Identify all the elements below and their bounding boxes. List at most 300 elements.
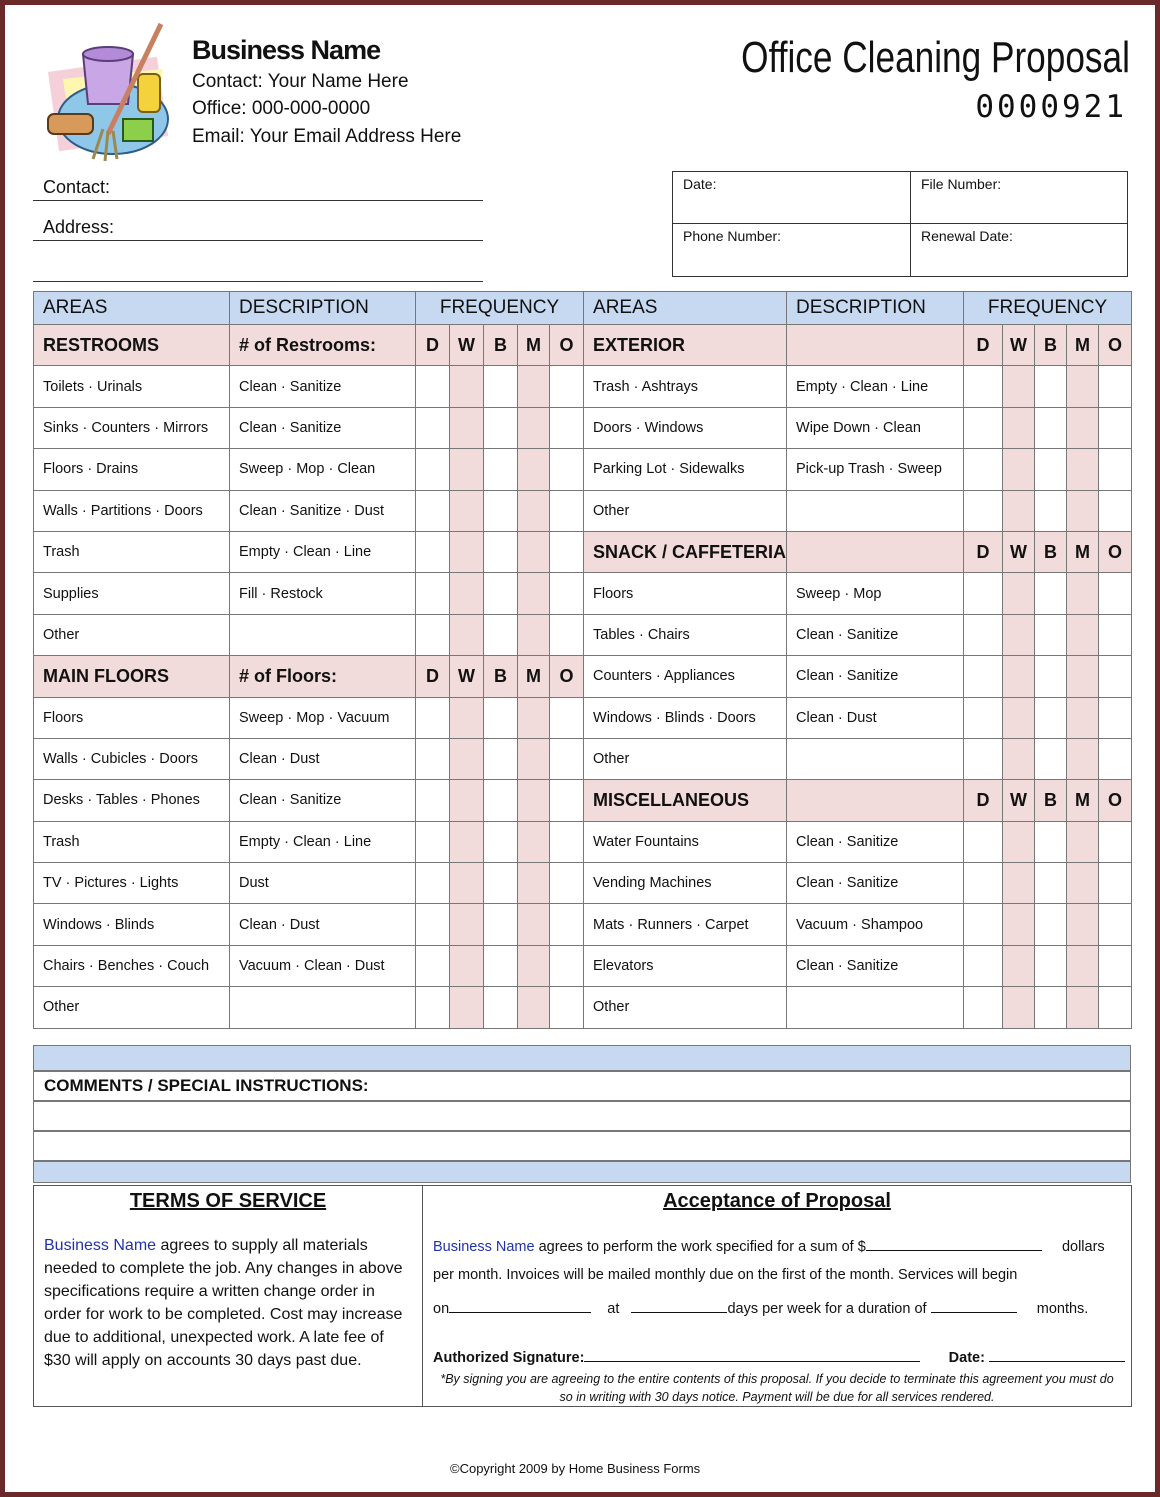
frequency-checkbox-w[interactable] — [1003, 821, 1035, 862]
frequency-checkbox-d[interactable] — [964, 366, 1003, 407]
frequency-checkbox-b[interactable] — [484, 531, 518, 572]
frequency-checkbox-w[interactable] — [450, 407, 484, 448]
acceptance-business-name: Business Name — [433, 1239, 535, 1255]
description-cell: Clean · Dust — [787, 697, 964, 738]
proposal-number: 0000921 — [975, 89, 1127, 125]
frequency-label-o: O — [1099, 531, 1132, 572]
frequency-checkbox-d[interactable] — [416, 490, 450, 531]
frequency-checkbox-o[interactable] — [1099, 904, 1132, 945]
frequency-label-w: W — [1003, 531, 1035, 572]
info-box — [672, 171, 1128, 277]
description-cell: Clean · Sanitize · Dust — [230, 490, 416, 531]
frequency-checkbox-d[interactable] — [416, 614, 450, 655]
area-cell: Other — [584, 490, 787, 531]
frequency-checkbox-b[interactable] — [484, 573, 518, 614]
description-cell: Vacuum · Clean · Dust — [230, 945, 416, 986]
area-cell: Other — [34, 987, 230, 1028]
frequency-checkbox-w[interactable] — [450, 821, 484, 862]
frequency-checkbox-m[interactable] — [1067, 573, 1099, 614]
frequency-checkbox-m[interactable] — [1067, 697, 1099, 738]
frequency-checkbox-o[interactable] — [550, 863, 584, 904]
description-cell: Clean · Sanitize — [787, 863, 964, 904]
table-row — [34, 656, 1132, 697]
frequency-checkbox-d[interactable] — [416, 821, 450, 862]
frequency-label-d: D — [964, 780, 1003, 821]
frequency-checkbox-w[interactable] — [450, 490, 484, 531]
description-cell: Dust — [230, 863, 416, 904]
signature-field[interactable] — [584, 1347, 920, 1362]
area-cell: Other — [34, 614, 230, 655]
description-cell — [787, 490, 964, 531]
areas-header: AREAS — [584, 292, 787, 325]
frequency-checkbox-o[interactable] — [550, 945, 584, 986]
fine-print: *By signing you are agreeing to the entire contents of this proposal. If you decide to terminate this agreement you must do so in writing with 30 days notice. Payment will be due for all services rendered. — [440, 1372, 1114, 1404]
section-title: EXTERIOR — [584, 325, 787, 366]
frequency-checkbox-w[interactable] — [1003, 904, 1035, 945]
description-cell: Clean · Sanitize — [787, 821, 964, 862]
divider-bar — [33, 1045, 1131, 1071]
area-cell: Elevators — [584, 945, 787, 986]
section-count-label: # of Floors: — [230, 656, 416, 697]
client-address-label: Address: — [43, 217, 115, 237]
frequency-checkbox-m[interactable] — [518, 573, 550, 614]
frequency-checkbox-w[interactable] — [1003, 449, 1035, 490]
frequency-checkbox-d[interactable] — [416, 697, 450, 738]
frequency-checkbox-d[interactable] — [964, 490, 1003, 531]
frequency-checkbox-d[interactable] — [964, 821, 1003, 862]
frequency-checkbox-d[interactable] — [416, 945, 450, 986]
frequency-checkbox-b[interactable] — [484, 697, 518, 738]
frequency-checkbox-m[interactable] — [1067, 904, 1099, 945]
document-title: Office Cleaning Proposal — [741, 33, 1130, 82]
frequency-label-b: B — [1035, 325, 1067, 366]
frequency-checkbox-o[interactable] — [1099, 863, 1132, 904]
comments-line-1[interactable] — [33, 1101, 1131, 1131]
frequency-checkbox-w[interactable] — [1003, 573, 1035, 614]
client-address-field-line2[interactable] — [33, 280, 483, 282]
frequency-checkbox-m[interactable] — [518, 407, 550, 448]
frequency-checkbox-o[interactable] — [1099, 656, 1132, 697]
description-cell: Vacuum · Shampoo — [787, 904, 964, 945]
description-cell: Pick-up Trash · Sweep — [787, 449, 964, 490]
frequency-checkbox-b[interactable] — [484, 987, 518, 1028]
frequency-checkbox-b[interactable] — [1035, 987, 1067, 1028]
frequency-checkbox-o[interactable] — [1099, 614, 1132, 655]
frequency-checkbox-o[interactable] — [1099, 945, 1132, 986]
area-cell: Vending Machines — [584, 863, 787, 904]
area-cell: Floors — [584, 573, 787, 614]
days-label: days per week for a duration of — [727, 1301, 927, 1317]
frequency-checkbox-o[interactable] — [1099, 490, 1132, 531]
description-cell: Sweep · Mop — [787, 573, 964, 614]
frequency-checkbox-b[interactable] — [1035, 407, 1067, 448]
frequency-label-d: D — [416, 325, 450, 366]
area-cell: Trash — [34, 821, 230, 862]
frequency-checkbox-w[interactable] — [450, 573, 484, 614]
months-label: months. — [1036, 1301, 1089, 1317]
terms-body: agrees to supply all materials needed to complete the job. Any changes in above specifications require a written change order in order for work to be completed. Cost may increase due to additional, unexpected work. A late fee of $30 will apply on accounts 30 days past due. — [44, 1237, 403, 1369]
frequency-label-o: O — [1099, 780, 1132, 821]
table-row — [34, 863, 1132, 904]
area-cell: TV · Pictures · Lights — [34, 863, 230, 904]
area-cell: Sinks · Counters · Mirrors — [34, 407, 230, 448]
description-cell: Clean · Sanitize — [230, 366, 416, 407]
frequency-checkbox-d[interactable] — [964, 945, 1003, 986]
section-title: MAIN FLOORS — [34, 656, 230, 697]
frequency-checkbox-m[interactable] — [1067, 821, 1099, 862]
description-cell — [787, 987, 964, 1028]
frequency-checkbox-m[interactable] — [1067, 738, 1099, 779]
area-cell: Counters · Appliances — [584, 656, 787, 697]
frequency-checkbox-m[interactable] — [518, 531, 550, 572]
area-cell: Windows · Blinds — [34, 904, 230, 945]
frequency-checkbox-w[interactable] — [450, 904, 484, 945]
frequency-checkbox-b[interactable] — [484, 945, 518, 986]
divider-bar — [33, 1161, 1131, 1183]
frequency-checkbox-d[interactable] — [964, 614, 1003, 655]
description-cell: Fill · Restock — [230, 573, 416, 614]
frequency-label-w: W — [1003, 780, 1035, 821]
frequency-checkbox-b[interactable] — [1035, 366, 1067, 407]
acceptance-line2: per month. Invoices will be mailed monthly due on the first of the month. Services will begin — [433, 1267, 1018, 1283]
business-email: Email: Your Email Address Here — [192, 126, 462, 147]
table-row — [34, 780, 1132, 821]
frequency-checkbox-w[interactable] — [450, 449, 484, 490]
frequency-checkbox-m[interactable] — [518, 780, 550, 821]
area-cell: Trash — [34, 531, 230, 572]
phone-number-field[interactable]: Phone Number: — [673, 224, 911, 276]
description-cell: Clean · Sanitize — [230, 407, 416, 448]
frequency-label-b: B — [1035, 780, 1067, 821]
frequency-checkbox-o[interactable] — [550, 614, 584, 655]
area-cell: Floors · Drains — [34, 449, 230, 490]
section-count-label — [787, 325, 964, 366]
description-cell — [787, 738, 964, 779]
frequency-checkbox-o[interactable] — [1099, 821, 1132, 862]
frequency-checkbox-d[interactable] — [964, 863, 1003, 904]
description-cell: Clean · Sanitize — [787, 945, 964, 986]
frequency-checkbox-o[interactable] — [1099, 697, 1132, 738]
frequency-checkbox-m[interactable] — [1067, 366, 1099, 407]
frequency-checkbox-b[interactable] — [1035, 449, 1067, 490]
description-cell: Clean · Sanitize — [787, 656, 964, 697]
table-row — [34, 573, 1132, 614]
cleaning-supplies-logo — [43, 19, 183, 164]
terms-business-name: Business Name — [44, 1237, 157, 1254]
frequency-checkbox-b[interactable] — [484, 904, 518, 945]
table-row — [34, 490, 1132, 531]
area-cell: Walls · Cubicles · Doors — [34, 738, 230, 779]
section-title: SNACK / CAFFETERIA — [584, 531, 787, 572]
frequency-checkbox-w[interactable] — [450, 945, 484, 986]
table-row — [34, 945, 1132, 986]
table-row — [34, 738, 1132, 779]
frequency-checkbox-b[interactable] — [1035, 656, 1067, 697]
frequency-checkbox-d[interactable] — [416, 531, 450, 572]
frequency-checkbox-o[interactable] — [1099, 407, 1132, 448]
description-cell: Clean · Sanitize — [230, 780, 416, 821]
frequency-checkbox-w[interactable] — [1003, 738, 1035, 779]
area-cell: Supplies — [34, 573, 230, 614]
amount-field[interactable] — [866, 1236, 1042, 1251]
area-cell: Desks · Tables · Phones — [34, 780, 230, 821]
business-name: Business Name — [192, 35, 381, 65]
frequency-checkbox-d[interactable] — [416, 863, 450, 904]
areas-header: AREAS — [34, 292, 230, 325]
frequency-checkbox-m[interactable] — [1067, 490, 1099, 531]
frequency-checkbox-o[interactable] — [550, 987, 584, 1028]
frequency-label-b: B — [484, 325, 518, 366]
frequency-checkbox-d[interactable] — [416, 987, 450, 1028]
frequency-checkbox-b[interactable] — [1035, 945, 1067, 986]
description-cell: Wipe Down · Clean — [787, 407, 964, 448]
frequency-checkbox-b[interactable] — [1035, 904, 1067, 945]
frequency-checkbox-w[interactable] — [1003, 490, 1035, 531]
area-cell: Other — [584, 987, 787, 1028]
frequency-checkbox-m[interactable] — [518, 490, 550, 531]
frequency-checkbox-m[interactable] — [1067, 987, 1099, 1028]
frequency-label-w: W — [450, 656, 484, 697]
client-contact-label: Contact: — [43, 177, 111, 197]
description-header: DESCRIPTION — [787, 292, 964, 325]
frequency-checkbox-d[interactable] — [964, 987, 1003, 1028]
frequency-checkbox-m[interactable] — [518, 697, 550, 738]
frequency-checkbox-w[interactable] — [1003, 614, 1035, 655]
description-cell: Empty · Clean · Line — [787, 366, 964, 407]
frequency-checkbox-o[interactable] — [550, 531, 584, 572]
area-cell: Mats · Runners · Carpet — [584, 904, 787, 945]
frequency-checkbox-b[interactable] — [484, 738, 518, 779]
description-cell: Clean · Dust — [230, 904, 416, 945]
frequency-checkbox-d[interactable] — [416, 449, 450, 490]
frequency-checkbox-o[interactable] — [550, 904, 584, 945]
frequency-checkbox-w[interactable] — [1003, 697, 1035, 738]
frequency-checkbox-d[interactable] — [964, 656, 1003, 697]
frequency-checkbox-b[interactable] — [484, 490, 518, 531]
description-cell: Empty · Clean · Line — [230, 531, 416, 572]
area-cell: Toilets · Urinals — [34, 366, 230, 407]
frequency-checkbox-b[interactable] — [1035, 821, 1067, 862]
frequency-checkbox-b[interactable] — [1035, 738, 1067, 779]
duration-field[interactable] — [931, 1298, 1017, 1313]
frequency-checkbox-b[interactable] — [484, 614, 518, 655]
area-cell: Doors · Windows — [584, 407, 787, 448]
frequency-checkbox-b[interactable] — [1035, 863, 1067, 904]
frequency-checkbox-d[interactable] — [964, 407, 1003, 448]
frequency-checkbox-d[interactable] — [416, 780, 450, 821]
frequency-checkbox-m[interactable] — [518, 945, 550, 986]
frequency-checkbox-b[interactable] — [484, 407, 518, 448]
dollars-label: dollars — [1061, 1239, 1105, 1255]
section-title: MISCELLANEOUS — [584, 780, 787, 821]
acceptance-of-proposal — [422, 1185, 1132, 1407]
frequency-checkbox-b[interactable] — [484, 780, 518, 821]
frequency-checkbox-m[interactable] — [518, 904, 550, 945]
frequency-checkbox-m[interactable] — [1067, 614, 1099, 655]
description-cell: Sweep · Mop · Clean — [230, 449, 416, 490]
area-cell: Trash · Ashtrays — [584, 366, 787, 407]
acceptance-date-label: Date: — [948, 1350, 985, 1366]
file-number-field[interactable]: File Number: — [911, 172, 1127, 224]
frequency-checkbox-b[interactable] — [1035, 573, 1067, 614]
frequency-label-m: M — [1067, 780, 1099, 821]
frequency-checkbox-w[interactable] — [1003, 945, 1035, 986]
frequency-checkbox-d[interactable] — [416, 573, 450, 614]
date-field[interactable]: Date: — [673, 172, 911, 224]
frequency-checkbox-d[interactable] — [416, 904, 450, 945]
description-cell: Empty · Clean · Line — [230, 821, 416, 862]
frequency-checkbox-w[interactable] — [450, 738, 484, 779]
frequency-checkbox-m[interactable] — [1067, 863, 1099, 904]
frequency-checkbox-w[interactable] — [1003, 366, 1035, 407]
frequency-checkbox-w[interactable] — [450, 987, 484, 1028]
frequency-checkbox-m[interactable] — [1067, 945, 1099, 986]
frequency-checkbox-m[interactable] — [518, 449, 550, 490]
frequency-checkbox-b[interactable] — [484, 366, 518, 407]
frequency-checkbox-d[interactable] — [416, 407, 450, 448]
frequency-checkbox-o[interactable] — [1099, 449, 1132, 490]
client-address-field[interactable] — [33, 239, 483, 241]
terms-of-service — [33, 1185, 423, 1407]
frequency-label-b: B — [1035, 531, 1067, 572]
table-row — [34, 987, 1132, 1028]
frequency-checkbox-o[interactable] — [550, 697, 584, 738]
area-cell: Other — [584, 738, 787, 779]
frequency-checkbox-b[interactable] — [1035, 697, 1067, 738]
table-row — [34, 325, 1132, 366]
description-cell — [230, 987, 416, 1028]
frequency-label-w: W — [450, 325, 484, 366]
frequency-header: FREQUENCY — [964, 292, 1132, 325]
area-cell: Windows · Blinds · Doors — [584, 697, 787, 738]
renewal-date-field[interactable]: Renewal Date: — [921, 228, 1013, 244]
frequency-checkbox-o[interactable] — [1099, 366, 1132, 407]
frequency-checkbox-o[interactable] — [550, 449, 584, 490]
frequency-checkbox-o[interactable] — [550, 407, 584, 448]
frequency-label-m: M — [518, 325, 550, 366]
section-count-label: # of Restrooms: — [230, 325, 416, 366]
frequency-checkbox-b[interactable] — [1035, 614, 1067, 655]
frequency-checkbox-w[interactable] — [450, 697, 484, 738]
terms-title: TERMS OF SERVICE — [129, 1190, 327, 1212]
area-cell: Walls · Partitions · Doors — [34, 490, 230, 531]
frequency-checkbox-o[interactable] — [550, 490, 584, 531]
table-row — [34, 407, 1132, 448]
area-cell: Floors — [34, 697, 230, 738]
frequency-checkbox-w[interactable] — [1003, 987, 1035, 1028]
frequency-checkbox-d[interactable] — [964, 738, 1003, 779]
frequency-checkbox-o[interactable] — [1099, 738, 1132, 779]
section-count-label — [787, 780, 964, 821]
frequency-checkbox-w[interactable] — [450, 614, 484, 655]
terms-text — [44, 1234, 414, 1372]
frequency-checkbox-o[interactable] — [1099, 573, 1132, 614]
section-title: RESTROOMS — [34, 325, 230, 366]
business-office-phone: Office: 000-000-0000 — [192, 98, 371, 119]
frequency-checkbox-o[interactable] — [550, 821, 584, 862]
frequency-label-o: O — [550, 325, 584, 366]
frequency-checkbox-m[interactable] — [518, 863, 550, 904]
area-cell: Water Fountains — [584, 821, 787, 862]
proposal-page — [5, 5, 1155, 1492]
frequency-checkbox-b[interactable] — [484, 449, 518, 490]
frequency-checkbox-w[interactable] — [450, 366, 484, 407]
frequency-checkbox-b[interactable] — [1035, 490, 1067, 531]
frequency-label-b: B — [484, 656, 518, 697]
frequency-label-w: W — [1003, 325, 1035, 366]
table-row — [34, 697, 1132, 738]
frequency-checkbox-b[interactable] — [484, 863, 518, 904]
frequency-checkbox-d[interactable] — [416, 738, 450, 779]
area-cell: Tables · Chairs — [584, 614, 787, 655]
frequency-checkbox-m[interactable] — [518, 821, 550, 862]
table-row — [34, 449, 1132, 490]
table-row — [34, 366, 1132, 407]
frequency-checkbox-o[interactable] — [550, 738, 584, 779]
description-cell: Clean · Sanitize — [787, 614, 964, 655]
frequency-checkbox-m[interactable] — [518, 366, 550, 407]
frequency-checkbox-b[interactable] — [484, 821, 518, 862]
frequency-checkbox-m[interactable] — [1067, 407, 1099, 448]
days-per-week-field[interactable] — [631, 1298, 727, 1313]
table-row — [34, 614, 1132, 655]
frequency-label-o: O — [1099, 325, 1132, 366]
frequency-checkbox-w[interactable] — [1003, 407, 1035, 448]
frequency-checkbox-m[interactable] — [518, 738, 550, 779]
frequency-label-d: D — [416, 656, 450, 697]
area-cell: Parking Lot · Sidewalks — [584, 449, 787, 490]
signature-label: Authorized Signature: — [433, 1350, 585, 1366]
table-row — [34, 821, 1132, 862]
frequency-label-m: M — [518, 656, 550, 697]
frequency-checkbox-d[interactable] — [964, 449, 1003, 490]
table-header-row — [34, 292, 1132, 325]
acceptance-date-field[interactable] — [989, 1347, 1125, 1362]
client-contact-field[interactable] — [33, 199, 483, 201]
on-label: on — [433, 1301, 450, 1317]
frequency-label-m: M — [1067, 531, 1099, 572]
frequency-label-d: D — [964, 325, 1003, 366]
frequency-label-m: M — [1067, 325, 1099, 366]
frequency-checkbox-d[interactable] — [416, 366, 450, 407]
start-date-field[interactable] — [449, 1298, 591, 1313]
acceptance-line1: agrees to perform the work specified for a sum of $ — [534, 1239, 866, 1255]
table-row — [34, 531, 1132, 572]
description-cell — [230, 614, 416, 655]
frequency-checkbox-o[interactable] — [550, 780, 584, 821]
frequency-checkbox-m[interactable] — [1067, 449, 1099, 490]
comments-line-2[interactable] — [33, 1131, 1131, 1161]
frequency-checkbox-d[interactable] — [964, 573, 1003, 614]
frequency-checkbox-w[interactable] — [1003, 656, 1035, 697]
frequency-checkbox-m[interactable] — [1067, 656, 1099, 697]
frequency-checkbox-o[interactable] — [550, 366, 584, 407]
frequency-checkbox-d[interactable] — [964, 697, 1003, 738]
frequency-checkbox-w[interactable] — [1003, 863, 1035, 904]
frequency-checkbox-d[interactable] — [964, 904, 1003, 945]
table-row — [34, 904, 1132, 945]
frequency-checkbox-m[interactable] — [518, 987, 550, 1028]
frequency-checkbox-w[interactable] — [450, 531, 484, 572]
frequency-checkbox-o[interactable] — [550, 573, 584, 614]
cleaning-schedule-table — [33, 291, 1132, 1029]
frequency-checkbox-o[interactable] — [1099, 987, 1132, 1028]
copyright: ©Copyright 2009 by Home Business Forms — [450, 1461, 701, 1476]
frequency-label-d: D — [964, 531, 1003, 572]
frequency-checkbox-w[interactable] — [450, 863, 484, 904]
frequency-checkbox-w[interactable] — [450, 780, 484, 821]
frequency-checkbox-m[interactable] — [518, 614, 550, 655]
